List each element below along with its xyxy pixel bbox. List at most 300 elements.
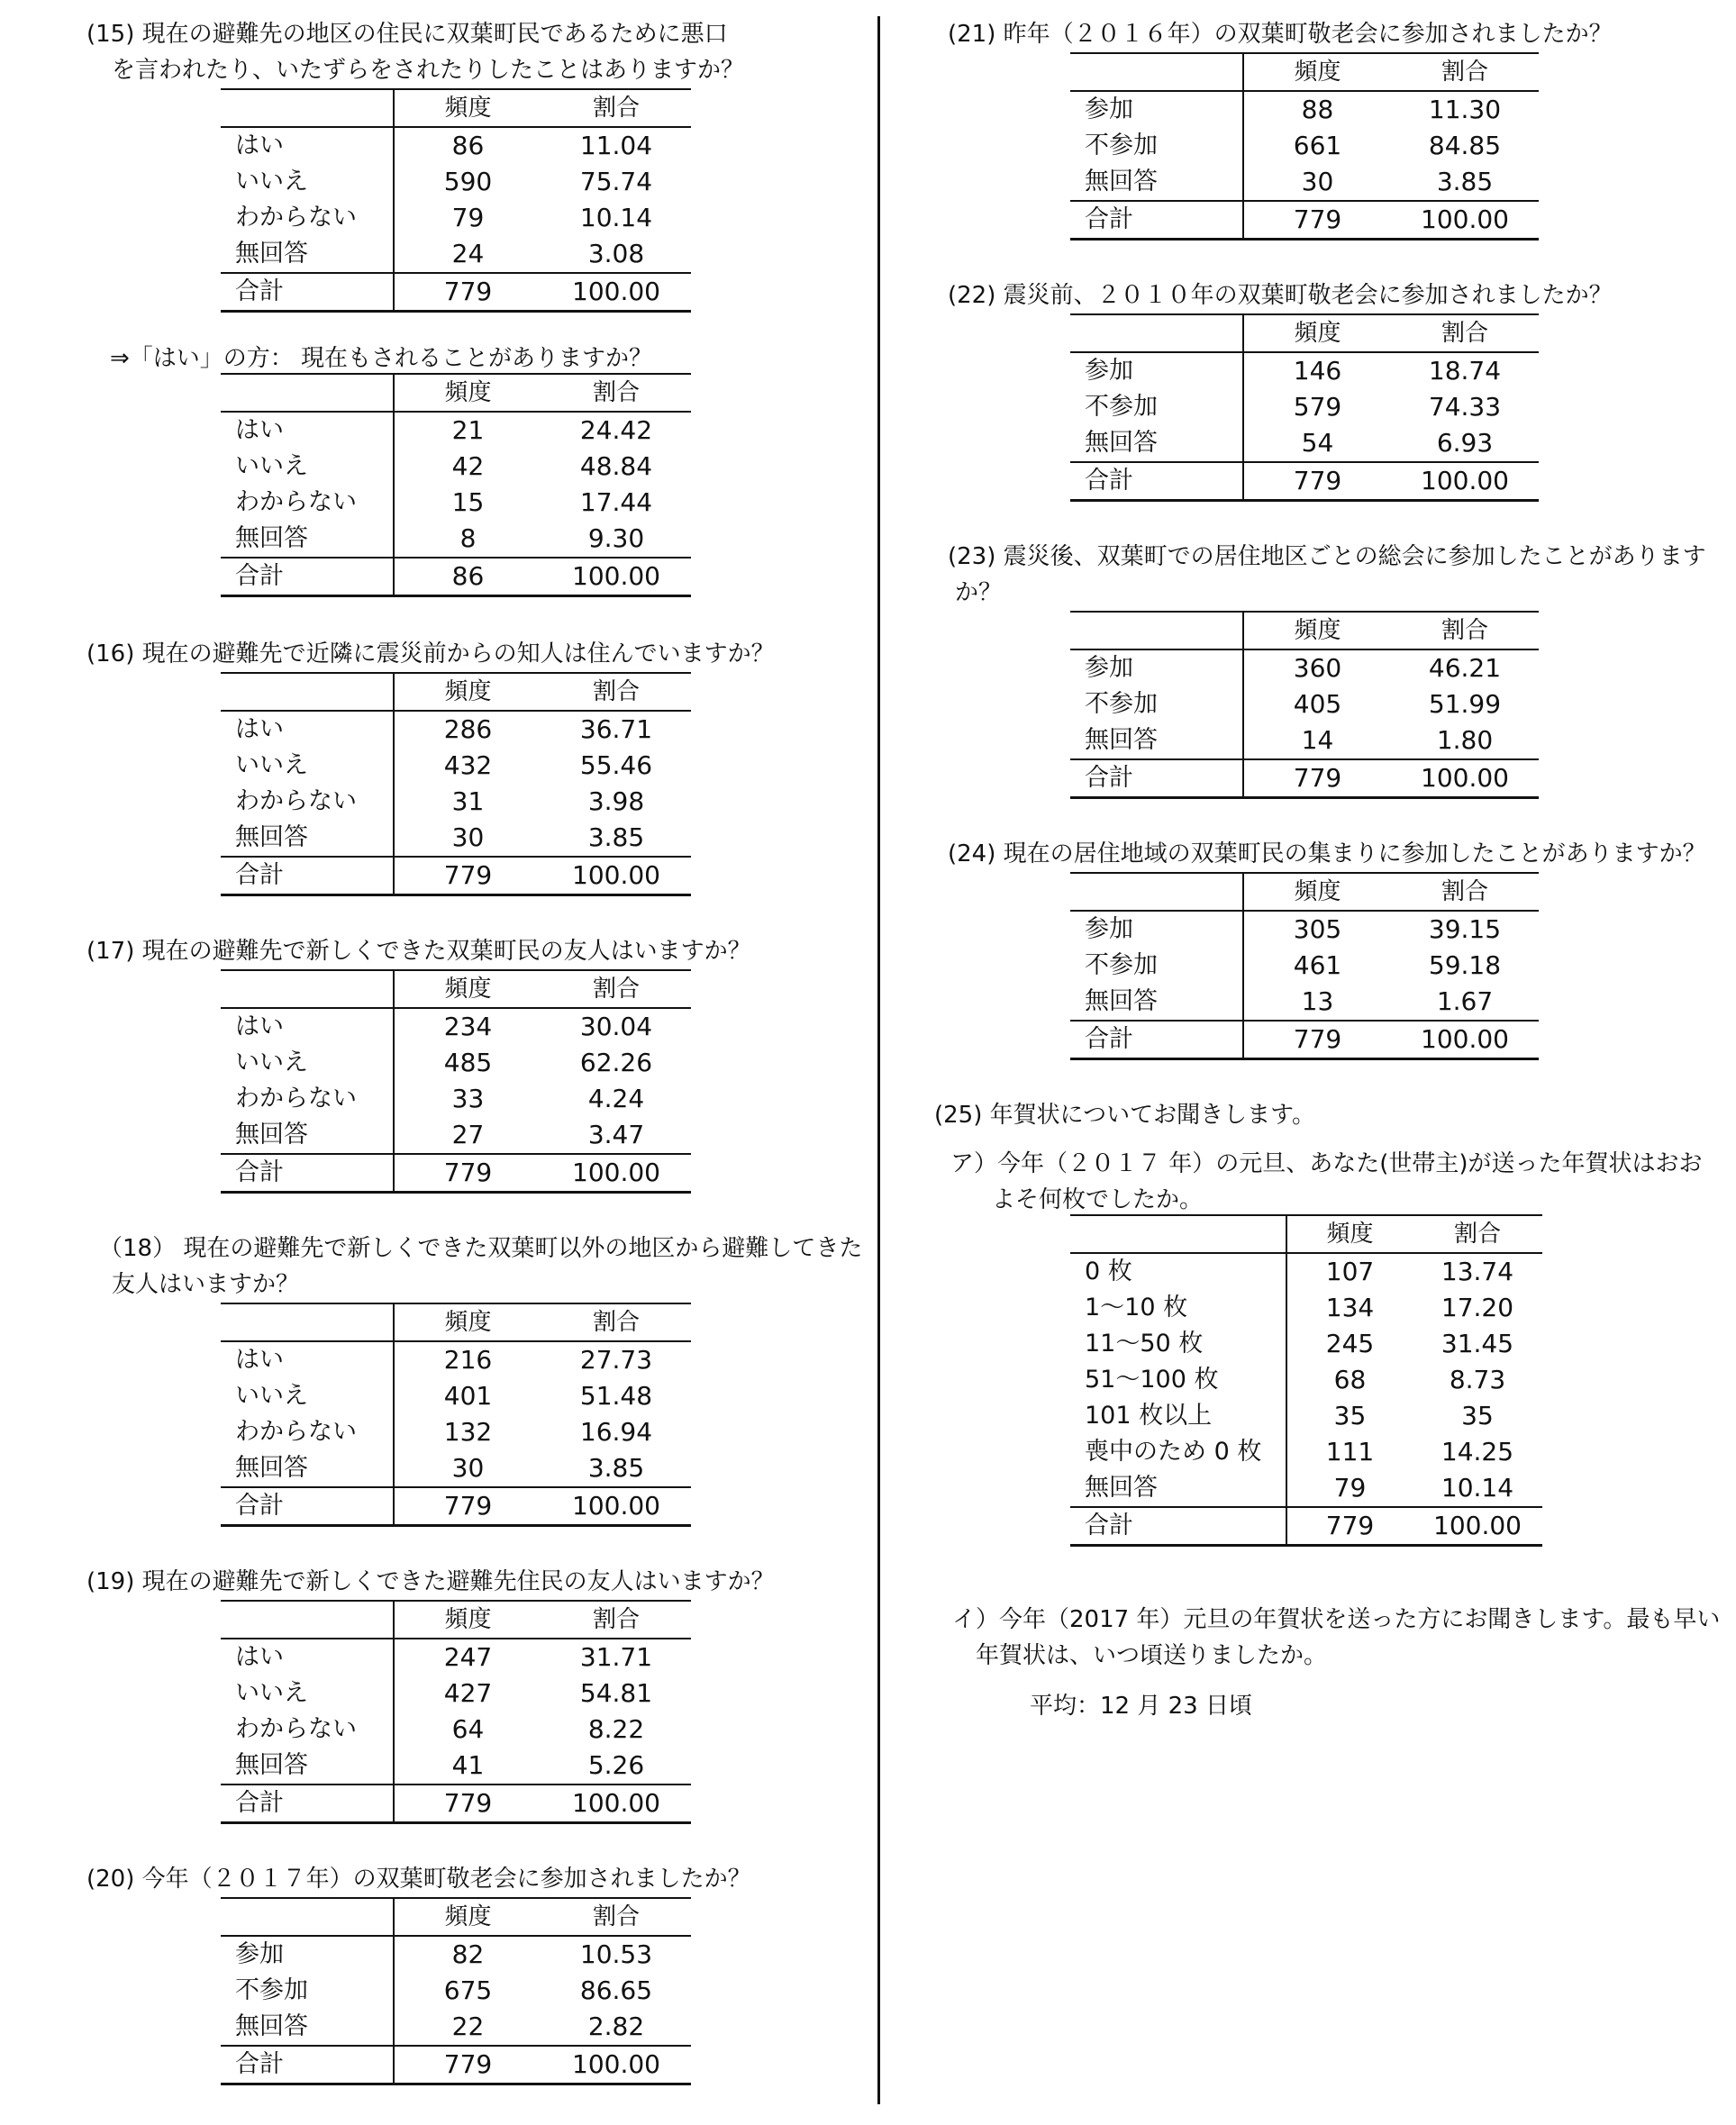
row-frequency: 360 — [1293, 653, 1342, 683]
row-frequency: 305 — [1293, 914, 1342, 944]
header-percentage: 割合 — [541, 673, 691, 711]
header-blank — [221, 673, 394, 711]
frequency-table — [221, 1303, 691, 1527]
row-label: 無回答 — [221, 1748, 394, 1784]
table-row — [221, 1341, 691, 1378]
row-percentage: 1.67 — [1436, 986, 1494, 1016]
header-frequency: 頻度 — [1243, 53, 1391, 91]
total-label: 合計 — [1070, 1021, 1243, 1059]
frequency-table — [221, 1600, 691, 1824]
row-percentage: 10.14 — [579, 203, 653, 232]
header-percentage: 割合 — [541, 1601, 691, 1639]
header-percentage: 割合 — [541, 89, 691, 127]
row-label: 無回答 — [1070, 984, 1243, 1021]
row-frequency: 146 — [1293, 356, 1342, 386]
row-percentage: 30.04 — [579, 1012, 653, 1041]
table-row — [1070, 984, 1539, 1021]
total-label: 合計 — [221, 1487, 394, 1526]
row-frequency: 64 — [451, 1714, 485, 1744]
table-row — [1070, 352, 1539, 389]
row-label: いいえ — [221, 1675, 394, 1712]
row-percentage: 17.44 — [579, 487, 653, 517]
row-frequency: 42 — [451, 451, 485, 481]
row-frequency: 33 — [451, 1084, 485, 1113]
row-label: 参加 — [1070, 911, 1243, 948]
row-percentage: 54.81 — [579, 1678, 653, 1708]
total-percentage: 100.00 — [1391, 201, 1539, 240]
row-label: 11～50 枚 — [1070, 1326, 1286, 1362]
row-percentage: 48.84 — [579, 451, 653, 481]
row-label: 不参加 — [1070, 686, 1243, 722]
table-row — [1070, 948, 1539, 984]
table-row — [221, 711, 691, 748]
total-frequency: 779 — [1243, 201, 1391, 240]
total-percentage: 100.00 — [1391, 759, 1539, 798]
row-label: 1～10 枚 — [1070, 1290, 1286, 1326]
row-percentage: 10.53 — [579, 1939, 653, 1969]
header-frequency: 頻度 — [394, 1303, 541, 1341]
question-title: (16) 現在の避難先で近隣に震災前からの知人は住んでいますか？ — [86, 640, 775, 667]
row-label: はい — [221, 711, 394, 748]
row-label: わからない — [221, 1414, 394, 1450]
row-frequency: 27 — [451, 1120, 485, 1149]
row-percentage: 39.15 — [1428, 914, 1502, 944]
table-row — [1070, 1326, 1542, 1362]
row-percentage: 1.80 — [1436, 725, 1494, 755]
question-title-continued: 友人はいますか？ — [112, 1271, 300, 1298]
table-row — [221, 1936, 691, 1973]
total-label: 合計 — [1070, 759, 1243, 798]
table-total-row — [221, 273, 691, 312]
table-total-row — [221, 558, 691, 596]
row-frequency: 590 — [443, 167, 493, 196]
row-frequency: 31 — [451, 786, 485, 816]
row-frequency: 461 — [1293, 950, 1342, 980]
frequency-table — [221, 672, 691, 896]
header-blank — [1070, 612, 1243, 649]
total-frequency: 779 — [1243, 1021, 1391, 1059]
header-blank — [1070, 53, 1243, 91]
row-label: いいえ — [221, 449, 394, 485]
row-label: 無回答 — [221, 820, 394, 857]
header-blank — [221, 1601, 394, 1639]
row-percentage: 5.26 — [587, 1750, 645, 1780]
table-row — [221, 2009, 691, 2046]
row-label: 参加 — [1070, 91, 1243, 128]
row-percentage: 46.21 — [1428, 653, 1502, 683]
row-label: 不参加 — [221, 1973, 394, 2009]
header-blank — [221, 1898, 394, 1936]
frequency-table — [221, 1897, 691, 2085]
row-label: 101 枚以上 — [1070, 1398, 1286, 1434]
question-title: ⇒「はい」の方： 現在もされることがありますか？ — [110, 345, 653, 372]
row-label: いいえ — [221, 164, 394, 200]
row-frequency: 107 — [1325, 1257, 1375, 1286]
row-percentage: 11.04 — [579, 131, 653, 160]
row-label: 無回答 — [1070, 425, 1243, 462]
row-label: いいえ — [221, 748, 394, 784]
header-percentage: 割合 — [1391, 873, 1539, 911]
row-percentage: 74.33 — [1428, 392, 1502, 422]
table-total-row — [221, 857, 691, 895]
header-percentage: 割合 — [1391, 314, 1539, 352]
row-frequency: 24 — [451, 239, 485, 268]
table-row — [221, 1117, 691, 1154]
row-label: はい — [221, 1008, 394, 1045]
header-percentage: 割合 — [1391, 612, 1539, 649]
row-percentage: 75.74 — [579, 167, 653, 196]
row-percentage: 3.98 — [587, 786, 645, 816]
table-total-row — [1070, 201, 1539, 240]
header-frequency: 頻度 — [1243, 314, 1391, 352]
row-frequency: 14 — [1301, 725, 1334, 755]
frequency-table — [1070, 313, 1539, 502]
row-frequency: 15 — [451, 487, 485, 517]
total-frequency: 779 — [394, 857, 541, 895]
table-total-row — [1070, 1021, 1539, 1059]
total-percentage: 100.00 — [1413, 1507, 1542, 1546]
row-frequency: 245 — [1325, 1329, 1375, 1358]
total-label: 合計 — [221, 857, 394, 895]
question-title: (24) 現在の居住地域の双葉町民の集まりに参加したことがありますか？ — [948, 840, 1706, 867]
row-frequency: 22 — [451, 2011, 485, 2041]
header-frequency: 頻度 — [1286, 1215, 1413, 1253]
row-percentage: 36.71 — [579, 714, 653, 744]
total-frequency: 779 — [1286, 1507, 1413, 1546]
row-frequency: 286 — [443, 714, 493, 744]
table-row — [221, 521, 691, 558]
row-frequency: 86 — [451, 131, 485, 160]
row-frequency: 21 — [451, 415, 485, 445]
total-percentage: 100.00 — [541, 1784, 691, 1823]
table-row — [221, 1008, 691, 1045]
question-25-heading: (25) 年賀状についてお聞きします。 — [934, 1102, 1316, 1129]
header-frequency: 頻度 — [394, 89, 541, 127]
row-label: 参加 — [221, 1936, 394, 1973]
row-label: わからない — [221, 784, 394, 820]
question-title: (17) 現在の避難先で新しくできた双葉町民の友人はいますか？ — [86, 938, 751, 965]
header-blank — [221, 1303, 394, 1341]
question-25a-title-continued: よそ何枚でしたか。 — [992, 1186, 1204, 1213]
header-frequency: 頻度 — [394, 1601, 541, 1639]
question-25b-title-continued: 年賀状は、いつ頃送りましたか。 — [976, 1642, 1328, 1669]
row-label: 無回答 — [1070, 722, 1243, 759]
frequency-table — [1070, 872, 1539, 1060]
total-percentage: 100.00 — [541, 558, 691, 596]
table-total-row — [221, 1154, 691, 1193]
row-percentage: 24.42 — [579, 415, 653, 445]
row-percentage: 11.30 — [1428, 95, 1502, 124]
row-frequency: 111 — [1325, 1437, 1375, 1467]
table-row — [1070, 686, 1539, 722]
table-row — [221, 164, 691, 200]
header-percentage: 割合 — [541, 970, 691, 1008]
table-row — [1070, 425, 1539, 462]
row-percentage: 3.85 — [587, 1453, 645, 1483]
question-title: （18） 現在の避難先で新しくできた双葉町以外の地区から避難してきた — [99, 1235, 863, 1262]
row-label: はい — [221, 1341, 394, 1378]
row-frequency: 234 — [443, 1012, 493, 1041]
table-row — [221, 1045, 691, 1081]
header-blank — [1070, 314, 1243, 352]
table-row — [221, 1675, 691, 1712]
table-row — [1070, 1290, 1542, 1326]
row-label: はい — [221, 127, 394, 164]
row-frequency: 54 — [1301, 428, 1334, 458]
header-percentage: 割合 — [1413, 1215, 1542, 1253]
table-row — [221, 1748, 691, 1784]
table-total-row — [221, 2046, 691, 2084]
total-percentage: 100.00 — [541, 1487, 691, 1526]
total-frequency: 779 — [394, 1784, 541, 1823]
row-percentage: 3.47 — [587, 1120, 645, 1149]
table-row — [221, 200, 691, 236]
row-frequency: 30 — [451, 822, 485, 852]
total-percentage: 100.00 — [541, 1154, 691, 1193]
header-frequency: 頻度 — [1243, 873, 1391, 911]
row-label: はい — [221, 412, 394, 449]
total-frequency: 779 — [1243, 759, 1391, 798]
total-label: 合計 — [1070, 462, 1243, 501]
table-total-row — [1070, 1507, 1542, 1546]
row-frequency: 41 — [451, 1750, 485, 1780]
row-label: 無回答 — [221, 1450, 394, 1487]
row-frequency: 579 — [1293, 392, 1342, 422]
table-row — [1070, 1362, 1542, 1398]
question-title: (22) 震災前、２０１０年の双葉町敬老会に参加されましたか？ — [948, 282, 1613, 309]
row-percentage: 31.71 — [579, 1642, 653, 1672]
total-label: 合計 — [221, 273, 394, 312]
table-row — [221, 485, 691, 521]
header-frequency: 頻度 — [394, 673, 541, 711]
header-frequency: 頻度 — [394, 374, 541, 412]
question-title-continued: か？ — [955, 579, 1003, 606]
header-frequency: 頻度 — [1243, 612, 1391, 649]
table-row — [221, 820, 691, 857]
table-row — [221, 236, 691, 273]
column-divider — [877, 16, 880, 2104]
row-frequency: 30 — [451, 1453, 485, 1483]
average-date-answer: 平均：12 月 23 日頃 — [1030, 1693, 1252, 1720]
table-row — [221, 127, 691, 164]
row-percentage: 10.14 — [1441, 1473, 1514, 1503]
row-percentage: 51.48 — [579, 1381, 653, 1411]
question-title: (15) 現在の避難先の地区の住民に双葉町民であるために悪口 — [86, 21, 728, 48]
row-percentage: 14.25 — [1441, 1437, 1514, 1467]
row-frequency: 485 — [443, 1048, 493, 1077]
question-25b-title: イ）今年（2017 年）元旦の年賀状を送った方にお聞きします。最も早い — [952, 1606, 1721, 1633]
total-percentage: 100.00 — [1391, 1021, 1539, 1059]
question-title-continued: を言われたり、いたずらをされたりしたことはありますか？ — [112, 57, 745, 84]
table-row — [1070, 649, 1539, 686]
row-frequency: 432 — [443, 750, 493, 780]
table-total-row — [1070, 759, 1539, 798]
row-frequency: 88 — [1301, 95, 1334, 124]
total-percentage: 100.00 — [541, 2046, 691, 2084]
total-percentage: 100.00 — [541, 273, 691, 312]
row-frequency: 8 — [459, 523, 477, 553]
table-row — [221, 1450, 691, 1487]
row-label: 51～100 枚 — [1070, 1362, 1286, 1398]
row-frequency: 401 — [443, 1381, 493, 1411]
header-frequency: 頻度 — [394, 1898, 541, 1936]
total-label: 合計 — [221, 1154, 394, 1193]
question-25a-title: ア）今年（２０１７ 年）の元旦、あなた(世帯主)が送った年賀状はおお — [950, 1150, 1703, 1177]
row-percentage: 31.45 — [1441, 1329, 1514, 1358]
row-label: 不参加 — [1070, 128, 1243, 164]
row-frequency: 35 — [1333, 1401, 1367, 1430]
row-percentage: 8.73 — [1449, 1365, 1506, 1394]
frequency-table — [1070, 52, 1539, 241]
row-frequency: 134 — [1325, 1293, 1375, 1322]
total-label: 合計 — [221, 558, 394, 596]
table-total-row — [221, 1784, 691, 1823]
row-label: 無回答 — [1070, 1470, 1286, 1507]
row-frequency: 82 — [451, 1939, 485, 1969]
row-frequency: 13 — [1301, 986, 1334, 1016]
table-row — [221, 1378, 691, 1414]
total-frequency: 779 — [1243, 462, 1391, 501]
question-title: (23) 震災後、双葉町での居住地区ごとの総会に参加したことがあります — [948, 543, 1706, 570]
header-blank — [1070, 873, 1243, 911]
total-frequency: 779 — [394, 1487, 541, 1526]
table-total-row — [221, 1487, 691, 1526]
row-label: 無回答 — [221, 1117, 394, 1154]
row-percentage: 51.99 — [1428, 689, 1502, 719]
row-percentage: 59.18 — [1428, 950, 1502, 980]
row-label: はい — [221, 1639, 394, 1675]
row-frequency: 216 — [443, 1345, 493, 1375]
table-total-row — [1070, 462, 1539, 501]
row-frequency: 79 — [451, 203, 485, 232]
row-frequency: 30 — [1301, 167, 1334, 196]
total-label: 合計 — [1070, 1507, 1286, 1546]
row-percentage: 6.93 — [1436, 428, 1494, 458]
row-label: 無回答 — [221, 236, 394, 273]
row-label: 不参加 — [1070, 389, 1243, 425]
table-row — [221, 1712, 691, 1748]
frequency-table — [221, 373, 691, 597]
row-frequency: 427 — [443, 1678, 493, 1708]
row-percentage: 18.74 — [1428, 356, 1502, 386]
row-label: わからない — [221, 485, 394, 521]
total-label: 合計 — [221, 1784, 394, 1823]
table-row — [221, 449, 691, 485]
row-percentage: 9.30 — [587, 523, 645, 553]
row-frequency: 79 — [1333, 1473, 1367, 1503]
row-label: 無回答 — [1070, 164, 1243, 201]
table-row — [221, 1639, 691, 1675]
total-frequency: 779 — [394, 273, 541, 312]
table-row — [221, 748, 691, 784]
question-title: (19) 現在の避難先で新しくできた避難先住民の友人はいますか？ — [86, 1568, 775, 1595]
row-percentage: 4.24 — [587, 1084, 645, 1113]
header-percentage: 割合 — [1391, 53, 1539, 91]
table-row — [1070, 1398, 1542, 1434]
row-percentage: 3.85 — [1436, 167, 1494, 196]
frequency-table — [1070, 1214, 1542, 1547]
table-row — [1070, 1253, 1542, 1290]
row-percentage: 8.22 — [587, 1714, 645, 1744]
row-frequency: 675 — [443, 1975, 493, 2005]
total-frequency: 779 — [394, 1154, 541, 1193]
row-percentage: 35 — [1461, 1401, 1494, 1430]
table-row — [1070, 911, 1539, 948]
row-frequency: 132 — [443, 1417, 493, 1447]
table-row — [1070, 722, 1539, 759]
row-label: 不参加 — [1070, 948, 1243, 984]
row-percentage: 13.74 — [1441, 1257, 1514, 1286]
row-percentage: 2.82 — [587, 2011, 645, 2041]
header-blank — [1070, 1215, 1286, 1253]
row-label: わからない — [221, 1081, 394, 1117]
frequency-table — [221, 969, 691, 1194]
row-label: 無回答 — [221, 2009, 394, 2046]
row-percentage: 3.85 — [587, 822, 645, 852]
row-percentage: 3.08 — [587, 239, 645, 268]
row-label: いいえ — [221, 1045, 394, 1081]
row-frequency: 68 — [1333, 1365, 1367, 1394]
table-row — [221, 1973, 691, 2009]
header-percentage: 割合 — [541, 374, 691, 412]
header-blank — [221, 374, 394, 412]
row-percentage: 84.85 — [1428, 131, 1502, 160]
row-label: 0 枚 — [1070, 1253, 1286, 1290]
question-title: (20) 今年（２０１７年）の双葉町敬老会に参加されましたか？ — [86, 1866, 751, 1893]
table-row — [1070, 91, 1539, 128]
row-label: 参加 — [1070, 352, 1243, 389]
row-percentage: 86.65 — [579, 1975, 653, 2005]
table-row — [221, 1081, 691, 1117]
row-label: 喪中のため 0 枚 — [1070, 1434, 1286, 1470]
row-percentage: 55.46 — [579, 750, 653, 780]
total-percentage: 100.00 — [541, 857, 691, 895]
total-percentage: 100.00 — [1391, 462, 1539, 501]
frequency-table — [1070, 611, 1539, 799]
table-row — [221, 1414, 691, 1450]
table-row — [1070, 1470, 1542, 1507]
row-percentage: 27.73 — [579, 1345, 653, 1375]
total-frequency: 86 — [394, 558, 541, 596]
row-frequency: 405 — [1293, 689, 1342, 719]
total-frequency: 779 — [394, 2046, 541, 2084]
total-label: 合計 — [1070, 201, 1243, 240]
total-label: 合計 — [221, 2046, 394, 2084]
row-label: いいえ — [221, 1378, 394, 1414]
row-label: 無回答 — [221, 521, 394, 558]
row-frequency: 247 — [443, 1642, 493, 1672]
row-label: 参加 — [1070, 649, 1243, 686]
frequency-table — [221, 88, 691, 313]
row-percentage: 17.20 — [1441, 1293, 1514, 1322]
header-blank — [221, 89, 394, 127]
row-percentage: 62.26 — [579, 1048, 653, 1077]
row-frequency: 661 — [1293, 131, 1342, 160]
header-frequency: 頻度 — [394, 970, 541, 1008]
table-row — [1070, 1434, 1542, 1470]
table-row — [221, 784, 691, 820]
table-row — [221, 412, 691, 449]
header-blank — [221, 970, 394, 1008]
table-row — [1070, 164, 1539, 201]
table-row — [1070, 389, 1539, 425]
row-percentage: 16.94 — [579, 1417, 653, 1447]
header-percentage: 割合 — [541, 1898, 691, 1936]
question-title: (21) 昨年（２０１６年）の双葉町敬老会に参加されましたか？ — [948, 21, 1613, 48]
header-percentage: 割合 — [541, 1303, 691, 1341]
row-label: わからない — [221, 200, 394, 236]
row-label: わからない — [221, 1712, 394, 1748]
